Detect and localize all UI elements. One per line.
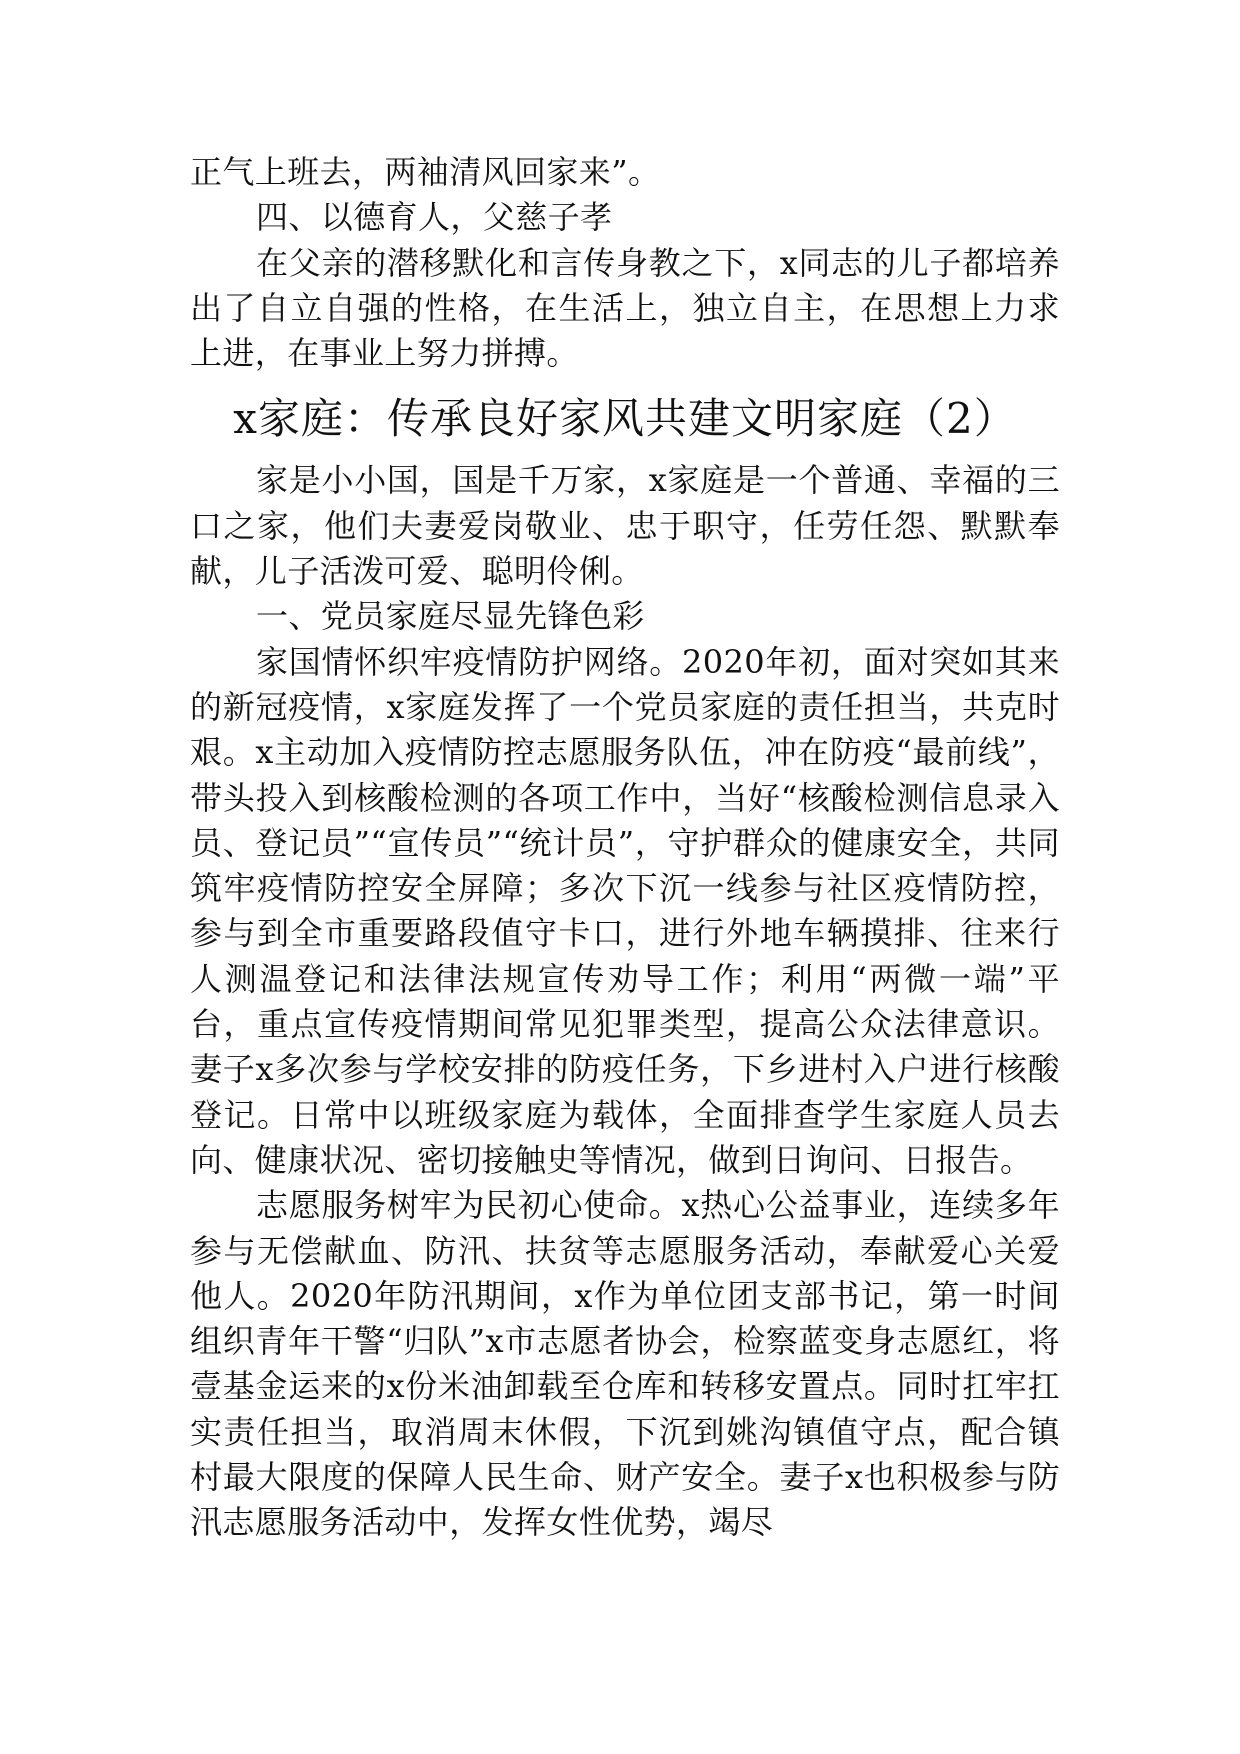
article-title: x家庭：传承良好家风共建文明家庭（2） (233, 394, 1017, 444)
section-heading-4: 四、以德育人，父慈子孝 (256, 198, 613, 237)
paragraph-son: 在父亲的潜移默化和言传身教之下，x同志的儿子都培养出了自立自强的性格，在生活上，独立自主，在思想上力求上进，在事业上努力拼搏。 (190, 243, 1060, 373)
paragraph-epidemic: 家国情怀织牢疫情防护网络。2020年初，面对突如其来的新冠疫情，x家庭发挥了一个党员家庭的责任担当，共克时艰。x主动加入疫情防控志愿服务队伍，冲在防疫“最前线”，带头投入到核酸检测的各项工作中，当好“核酸检测信息录入员、登记员”“宣传员”“统计员”，守护群众的健康安全，共同筑牢疫情防控安全屏障；多次下沉一线参与社区疫情防控，参与到全市重要路段值守卡口，进行外地车辆摸排、往来行人测温登记和法律法规宣传劝导工作；利用“两微一端”平台，重点宣传疫情期间常见犯罪类型，提高公众法律意识。妻子x多次参与学校安排的防疫任务，下乡进村入户进行核酸登记。日常中以班级家庭为载体，全面排查学生家庭人员去向、健康状况、密切接触史等情况，做到日询问、日报告。 (190, 642, 1060, 1179)
paragraph-volunteer: 志愿服务树牢为民初心使命。x热心公益事业，连续多年参与无偿献血、防汛、扶贫等志愿服务活动，奉献爱心关爱他人。2020年防汛期间，x作为单位团支部书记，第一时间组织青年干警“归队”x市志愿者协会，检察蓝变身志愿红，将壹基金运来的x份米油卸载至仓库和转移安置点。同时扛牢扛实责任担当，取消周末休假，下沉到姚沟镇值守点，配合镇村最大限度的保障人民生命、财产安全。妻子x也积极参与防汛志愿服务活动中，发挥女性优势，竭尽 (190, 1186, 1060, 1542)
paragraph-continuation: 正气上班去，两袖清风回家来”。 (190, 153, 661, 191)
paragraph-intro: 家是小小国，国是千万家，x家庭是一个普通、幸福的三口之家，他们夫妻爱岗敬业、忠于职守，任劳任怨、默默奉献，儿子活泼可爱、聪明伶俐。 (190, 461, 1060, 591)
document-page (190, 150, 1060, 1710)
section-heading-1: 一、党员家庭尽显先锋色彩 (256, 597, 645, 636)
